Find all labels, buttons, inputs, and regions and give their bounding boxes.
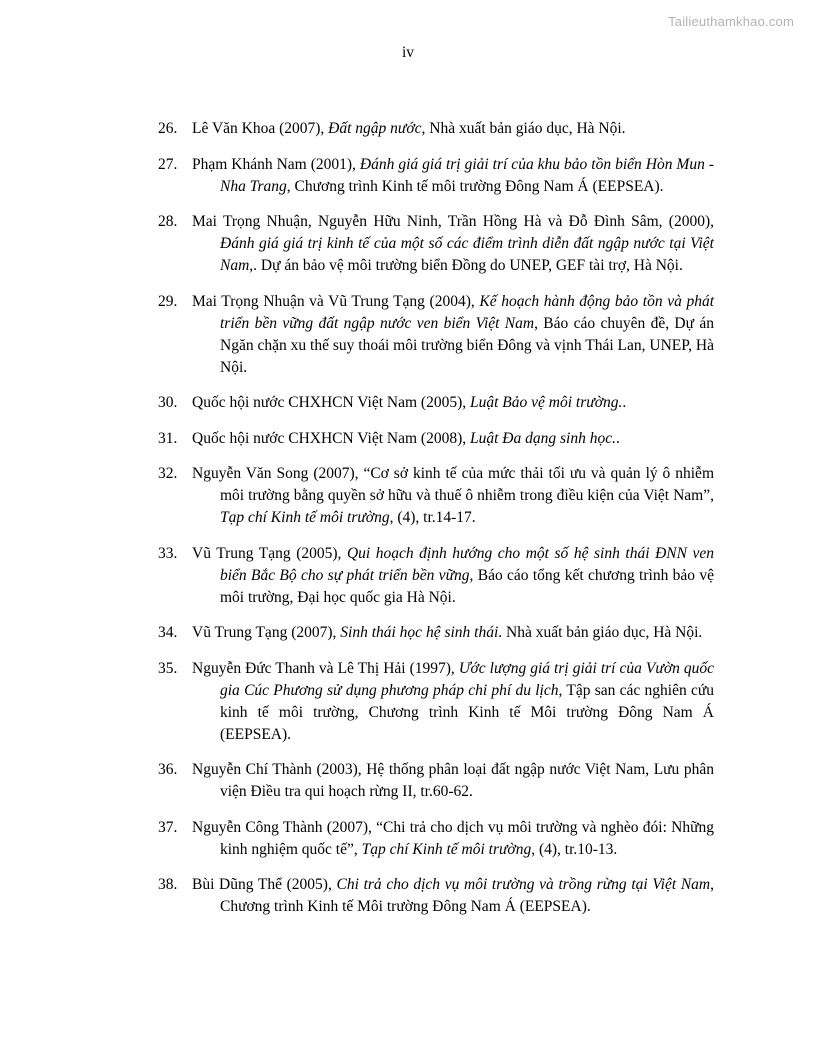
reference-title-italic: Chi trả cho dịch vụ môi trường và trồng rừng tại Việt Nam xyxy=(336,876,711,893)
reference-number: 35. xyxy=(158,659,178,677)
reference-entry xyxy=(158,658,714,746)
reference-text xyxy=(192,463,714,529)
reference-number: 29. xyxy=(158,292,178,310)
reference-number: 31. xyxy=(158,429,178,447)
reference-title-italic: Tạp chí Kinh tế môi trường xyxy=(220,509,390,526)
reference-text xyxy=(192,291,714,379)
reference-title-italic: Kế hoạch hành động bảo tồn và phát triển bền vững đất ngập nước ven biển Việt Nam xyxy=(220,292,715,332)
reference-text xyxy=(192,211,714,277)
reference-text xyxy=(192,658,714,746)
site-watermark: Tailieuthamkhao.com xyxy=(668,14,794,29)
reference-text-roman: . Nhà xuất bản giáo dục, Hà Nội. xyxy=(498,624,703,641)
reference-number: 36. xyxy=(158,761,178,778)
reference-title-italic: Sinh thái học hệ sinh thái xyxy=(340,624,499,641)
reference-text-roman: , Chương trình Kinh tế Môi trường Đông Nam Á (EEPSEA). xyxy=(220,876,714,915)
reference-number: 37. xyxy=(158,818,178,836)
reference-entry xyxy=(158,211,714,277)
reference-number: 34. xyxy=(158,624,178,641)
reference-entry xyxy=(158,291,714,379)
reference-entry xyxy=(158,759,714,803)
reference-entry xyxy=(158,463,714,529)
reference-number: 27. xyxy=(158,155,178,173)
reference-text-roman: , (4), tr.14-17. xyxy=(389,509,476,526)
reference-text-roman: Quốc hội nước CHXHCN Việt Nam (2005), xyxy=(192,394,470,411)
reference-text-roman: , Tập san các nghiên cứu kinh tế môi trường, Chương trình Kinh tế Môi trường Đông Nam Á (EEPSEA). xyxy=(220,681,714,743)
reference-entry xyxy=(158,154,714,198)
reference-text-roman: Nguyễn Văn Song (2007), “Cơ sở kinh tế của mức thải tối ưu và quản lý ô nhiễm môi trường bằng quyền sở hữu và thuế ô nhiễm trong điều kiện của Việt Nam”, xyxy=(192,465,714,504)
reference-text xyxy=(192,428,714,450)
reference-text-roman: , (4), tr.10-13. xyxy=(531,840,618,858)
reference-entry xyxy=(158,118,714,140)
reference-text-roman: Vũ Trung Tạng (2005), xyxy=(192,544,347,562)
reference-number: 38. xyxy=(158,876,178,893)
reference-text xyxy=(192,622,714,644)
reference-title-italic: Qui hoạch định hướng cho một số hệ sinh thái ĐNN ven biển Bắc Bộ cho sự phát triển bền vững xyxy=(220,544,714,584)
reference-text-roman: . xyxy=(615,429,620,447)
reference-text xyxy=(192,118,714,140)
reference-text-roman: Phạm Khánh Nam (2001), xyxy=(192,155,360,173)
reference-title-italic: Tạp chí Kinh tế môi trường xyxy=(361,840,532,858)
reference-text-roman: Lê Văn Khoa (2007), xyxy=(192,120,329,137)
reference-text-roman: Nguyễn Đức Thanh và Lê Thị Hải (1997), xyxy=(192,659,459,677)
reference-number: 26. xyxy=(158,120,178,137)
reference-text-roman: . Dự án bảo vệ môi trường biển Đồng do UNEP, GEF tài trợ, Hà Nội. xyxy=(253,257,683,274)
reference-text-roman: Mai Trọng Nhuận và Vũ Trung Tạng (2004), xyxy=(192,292,480,310)
reference-number: 33. xyxy=(158,544,178,562)
reference-title-italic: Luật Đa dạng sinh học. xyxy=(470,429,616,447)
reference-title-italic: Đánh giá giá trị giải trí của khu bảo tồn biển Hòn Mun - Nha Trang xyxy=(220,155,714,195)
reference-text xyxy=(192,759,714,803)
reference-entry xyxy=(158,874,714,918)
reference-entry xyxy=(158,543,714,609)
reference-text-roman: Mai Trọng Nhuận, Nguyễn Hữu Ninh, Trần Hồng Hà và Đỗ Đình Sâm, (2000), xyxy=(192,213,714,230)
reference-text xyxy=(192,817,714,861)
reference-number: 28. xyxy=(158,213,178,230)
reference-text xyxy=(192,154,714,198)
reference-entry xyxy=(158,622,714,644)
reference-text-roman: Vũ Trung Tạng (2007), xyxy=(192,624,341,641)
reference-text-roman: Nguyễn Chí Thành (2003), Hệ thống phân loại đất ngập nước Việt Nam, Lưu phân viện Điều tra qui hoạch rừng II, tr.60-62. xyxy=(192,761,714,800)
reference-text-roman: . xyxy=(622,394,627,411)
reference-entry xyxy=(158,392,714,414)
reference-entry xyxy=(158,428,714,450)
reference-text-roman: Quốc hội nước CHXHCN Việt Nam (2008), xyxy=(192,429,470,447)
reference-text xyxy=(192,874,714,918)
reference-text-roman: , Nhà xuất bản giáo dục, Hà Nội. xyxy=(421,120,626,137)
reference-text-roman: Nguyễn Công Thành (2007), “Chi trả cho dịch vụ môi trường và nghèo đói: Những kinh nghiệm quốc tế”, xyxy=(192,818,714,858)
page-number: iv xyxy=(401,44,415,61)
reference-text-roman: Bùi Dũng Thể (2005), xyxy=(192,876,337,893)
reference-title-italic: Đất ngập nước xyxy=(328,120,422,137)
reference-number: 30. xyxy=(158,394,178,411)
reference-title-italic: Ước lượng giá trị giải trí của Vườn quốc gia Cúc Phương sử dụng phương pháp chi phí du lịch xyxy=(220,659,714,699)
reference-number: 32. xyxy=(158,465,178,482)
reference-list xyxy=(158,118,714,932)
reference-text xyxy=(192,543,714,609)
reference-text-roman: , Chương trình Kinh tế môi trường Đông Nam Á (EEPSEA). xyxy=(286,177,664,195)
reference-text-roman: , Báo cáo tổng kết chương trình bảo vệ môi trường, Đại học quốc gia Hà Nội. xyxy=(220,566,714,606)
reference-entry xyxy=(158,817,714,861)
reference-title-italic: Luật Bảo vệ môi trường. xyxy=(470,394,623,411)
reference-title-italic: Đánh giá giá trị kinh tế của một số các điểm trình diễn đất ngập nước tại Việt Nam, xyxy=(220,235,714,274)
reference-text xyxy=(192,392,714,414)
reference-text-roman: , Báo cáo chuyên đề, Dự án Ngăn chặn xu thế suy thoái môi trường biển Đông và vịnh Thái Lan, UNEP, Hà Nội. xyxy=(220,314,715,376)
